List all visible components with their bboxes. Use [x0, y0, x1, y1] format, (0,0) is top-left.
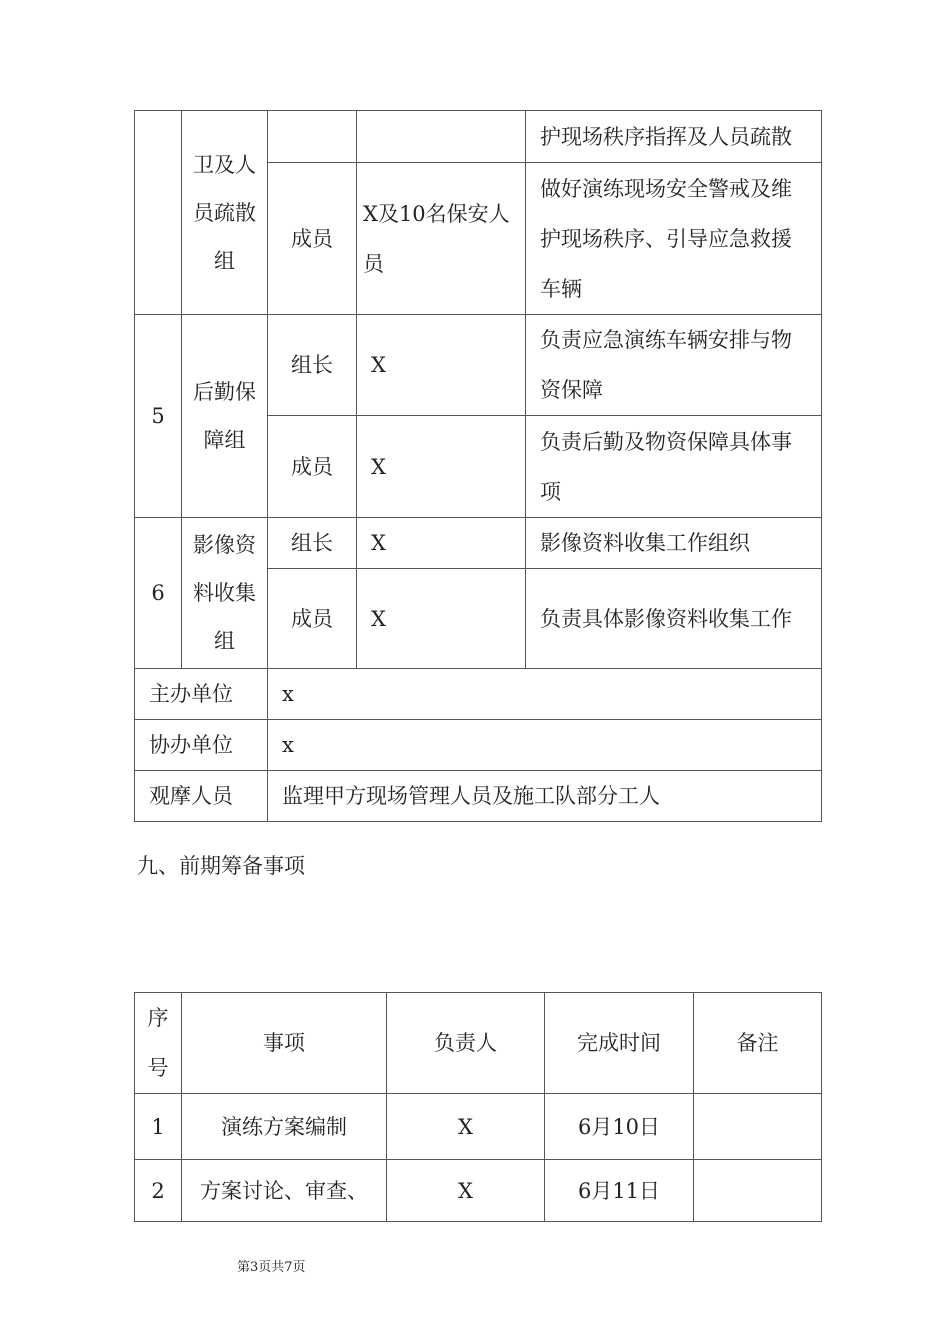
member-cell: X及10名保安人员 [357, 163, 526, 315]
table-row [135, 1094, 822, 1160]
group-6-name: 影像资 料收集 组 [182, 518, 268, 669]
duty-cell: 做好演练现场安全警戒及维护现场秩序、引导应急救援车辆 [526, 163, 822, 315]
observers-value: 监理甲方现场管理人员及施工队部分工人 [268, 771, 822, 822]
group-6-number: 6 [135, 518, 182, 669]
role-cell: 成员 [268, 569, 357, 669]
role-cell: 成员 [268, 163, 357, 315]
row-note [694, 1094, 822, 1160]
role-cell: 组长 [268, 518, 357, 569]
duty-cell: 负责应急演练车辆安排与物资保障 [526, 315, 822, 416]
row-due: 6月11日 [545, 1160, 694, 1222]
table-row [135, 1160, 822, 1222]
duty-cell: 影像资料收集工作组织 [526, 518, 822, 569]
row-due: 6月10日 [545, 1094, 694, 1160]
row-owner: X [387, 1094, 545, 1160]
member-cell: X [357, 416, 526, 518]
header-no: 序号 [135, 993, 182, 1094]
member-cell: X [357, 569, 526, 669]
duty-cell: 护现场秩序指挥及人员疏散 [526, 111, 822, 163]
row-note [694, 1160, 822, 1222]
page-footer: 第3页共7页 [237, 1260, 306, 1275]
member-cell [357, 111, 526, 163]
header-owner: 负责人 [387, 993, 545, 1094]
role-cell [268, 111, 357, 163]
row-item: 演练方案编制 [182, 1094, 387, 1160]
header-item: 事项 [182, 993, 387, 1094]
preparation-table [134, 992, 822, 1222]
duty-cell: 负责后勤及物资保障具体事项 [526, 416, 822, 518]
header-due: 完成时间 [545, 993, 694, 1094]
header-note: 备注 [694, 993, 822, 1094]
role-cell: 组长 [268, 315, 357, 416]
group-5-name: 后勤保 障组 [182, 315, 268, 518]
organization-table [134, 110, 822, 822]
group-5-number: 5 [135, 315, 182, 518]
row-owner: X [387, 1160, 545, 1222]
member-cell: X [357, 315, 526, 416]
co-organizer-value: x [268, 720, 822, 771]
row-no: 2 [135, 1160, 182, 1222]
observers-label: 观摩人员 [135, 771, 268, 822]
duty-cell: 负责具体影像资料收集工作 [526, 569, 822, 669]
organizer-value: x [268, 669, 822, 720]
group-4-number [135, 111, 182, 315]
role-cell: 成员 [268, 416, 357, 518]
row-item: 方案讨论、审查、 [182, 1160, 387, 1222]
co-organizer-label: 协办单位 [135, 720, 268, 771]
section-heading: 九、前期筹备事项 [137, 854, 305, 878]
row-no: 1 [135, 1094, 182, 1160]
organizer-label: 主办单位 [135, 669, 268, 720]
member-cell: X [357, 518, 526, 569]
group-4-name: 卫及人 员疏散 组 [182, 111, 268, 315]
